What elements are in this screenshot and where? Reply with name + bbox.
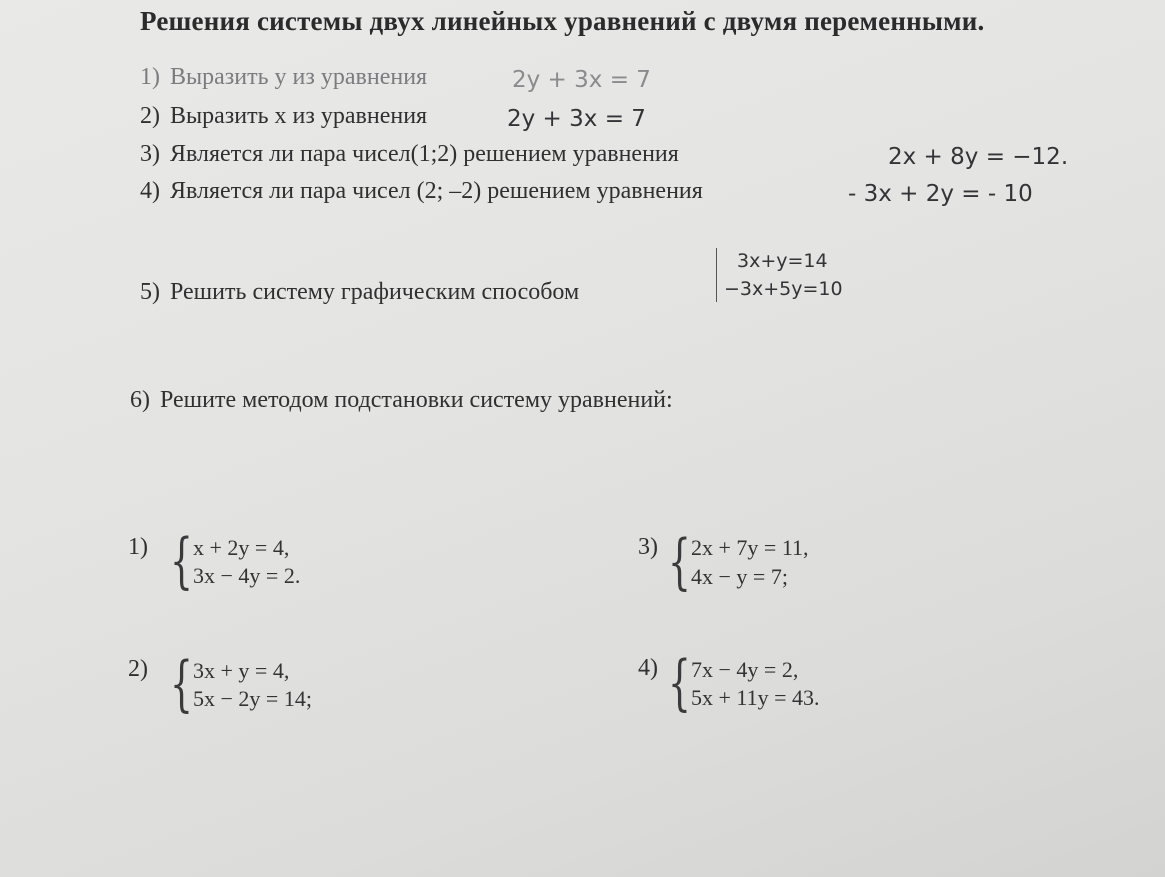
task-text: Является ли пара чисел(1;2) решением уравнения (170, 141, 679, 167)
task-3 (140, 141, 679, 168)
task-4 (140, 178, 703, 205)
task-text: Выразить у из уравнения (170, 64, 428, 90)
system-4-equation-2: 5x + 11y = 43. (691, 685, 820, 710)
task-number: 4) (140, 178, 160, 204)
page-title: Решения системы двух линейных уравнений с двумя переменными. (140, 6, 985, 36)
system-3-equation-2: 4x − y = 7; (691, 564, 788, 589)
system-2-number: 2) (128, 656, 148, 682)
task-number: 6) (130, 387, 150, 413)
system-3-number: 3) (638, 534, 658, 560)
task-number: 3) (140, 141, 160, 167)
task-text: Является ли пара чисел (2; –2) решением уравнения (170, 178, 703, 204)
task-1-equation: 2y + 3x = 7 (512, 67, 651, 93)
task-5-equation-2: −3x+5y=10 (724, 278, 843, 300)
system-1-equation-2: 3x − 4y = 2. (193, 563, 301, 588)
task-number: 2) (140, 103, 160, 129)
system-2-equation-2: 5x − 2y = 14; (193, 686, 312, 711)
system-2-equation-1: 3x + y = 4, (193, 658, 290, 683)
task-text: Решить систему графическим способом (170, 279, 580, 305)
task-5-equation-1: 3x+y=14 (737, 250, 828, 272)
system-4-number: 4) (638, 655, 658, 681)
task-4-equation: - 3x + 2y = - 10 (848, 181, 1033, 207)
task-3-equation: 2x + 8y = −12. (888, 144, 1069, 170)
system-4-equation-1: 7x − 4y = 2, (691, 657, 799, 682)
system-1-equation-1: x + 2y = 4, (193, 535, 290, 560)
task-text: Решите методом подстановки систему уравнений: (160, 387, 673, 413)
system-brace: { (668, 648, 691, 718)
task-2 (140, 103, 427, 130)
task-text: Выразить х из уравнения (170, 103, 428, 129)
system-brace (716, 248, 723, 302)
task-2-equation: 2y + 3x = 7 (507, 106, 646, 132)
system-brace: { (170, 649, 193, 719)
task-number: 1) (140, 64, 160, 90)
task-5 (140, 279, 579, 306)
task-6 (130, 387, 673, 414)
task-1 (140, 64, 427, 91)
system-brace: { (170, 526, 193, 596)
system-brace: { (668, 527, 691, 597)
task-number: 5) (140, 279, 160, 305)
system-3-equation-1: 2x + 7y = 11, (691, 535, 809, 560)
system-1-number: 1) (128, 534, 148, 560)
